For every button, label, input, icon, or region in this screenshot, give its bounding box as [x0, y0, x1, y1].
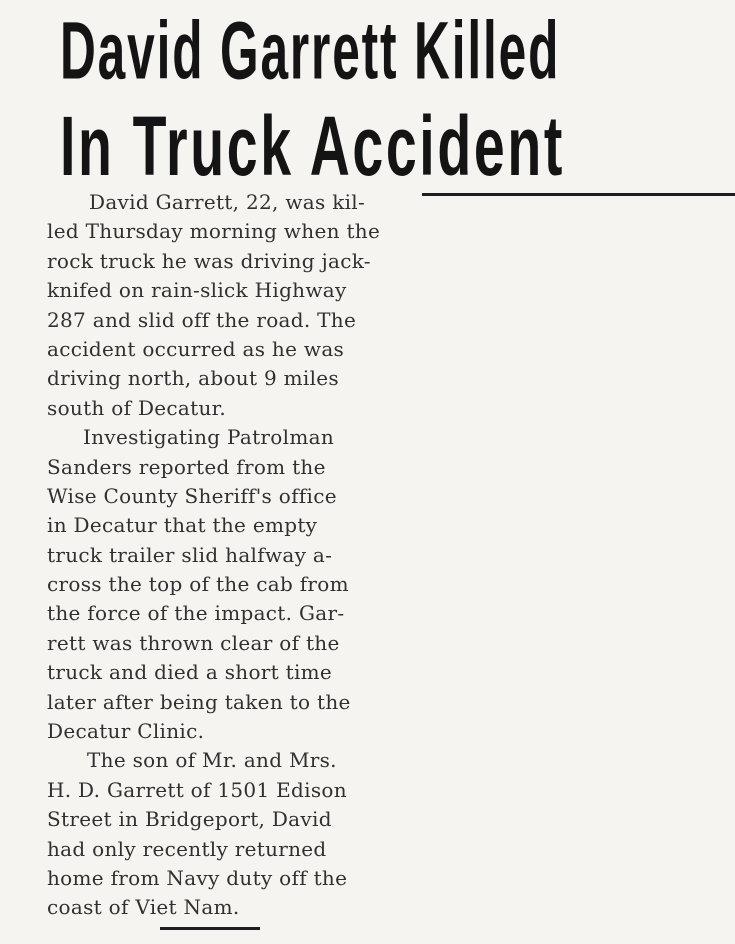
article-line: Street in Bridgeport, David — [47, 807, 332, 832]
article-body — [47, 188, 417, 923]
article-line: had only recently returned — [47, 836, 327, 861]
article-line: Decatur Clinic. — [47, 719, 205, 744]
column-rule-top — [422, 193, 735, 196]
article-line: home from Navy duty off the — [47, 865, 348, 890]
article-line: coast of Viet Nam. — [47, 895, 240, 920]
article-line: south of Decatur. — [47, 395, 226, 420]
article-line: rock truck he was driving jack- — [47, 248, 371, 273]
article-line: accident occurred as he was — [47, 336, 345, 361]
headline-line-1: David Garrett Killed — [60, 5, 561, 96]
article-line: David Garrett, 22, was kil- — [89, 190, 366, 214]
headline-line-2: In Truck Accident — [60, 99, 565, 193]
article-line: 287 and slid off the road. The — [47, 307, 357, 332]
article-line: truck and died a short time — [47, 660, 333, 685]
article-line: later after being taken to the — [47, 689, 351, 714]
article-line: H. D. Garrett of 1501 Edison — [47, 777, 347, 802]
article-line: in Decatur that the empty — [47, 513, 318, 538]
article-line: the force of the impact. Gar- — [47, 601, 345, 626]
article-line: cross the top of the cab from — [47, 572, 349, 597]
article-line: Wise County Sheriff's office — [47, 483, 337, 508]
article-line: Sanders reported from the — [47, 454, 326, 479]
article-line: The son of Mr. and Mrs. — [87, 748, 337, 773]
article-line: knifed on rain-slick Highway — [47, 278, 347, 303]
article-line: led Thursday morning when the — [47, 219, 381, 244]
article-line: truck trailer slid halfway a- — [47, 542, 333, 567]
article-line: driving north, about 9 miles — [47, 366, 339, 391]
column-rule-bottom — [160, 927, 260, 930]
article-line: Investigating Patrolman — [83, 425, 335, 450]
article-line: rett was thrown clear of the — [47, 630, 340, 655]
